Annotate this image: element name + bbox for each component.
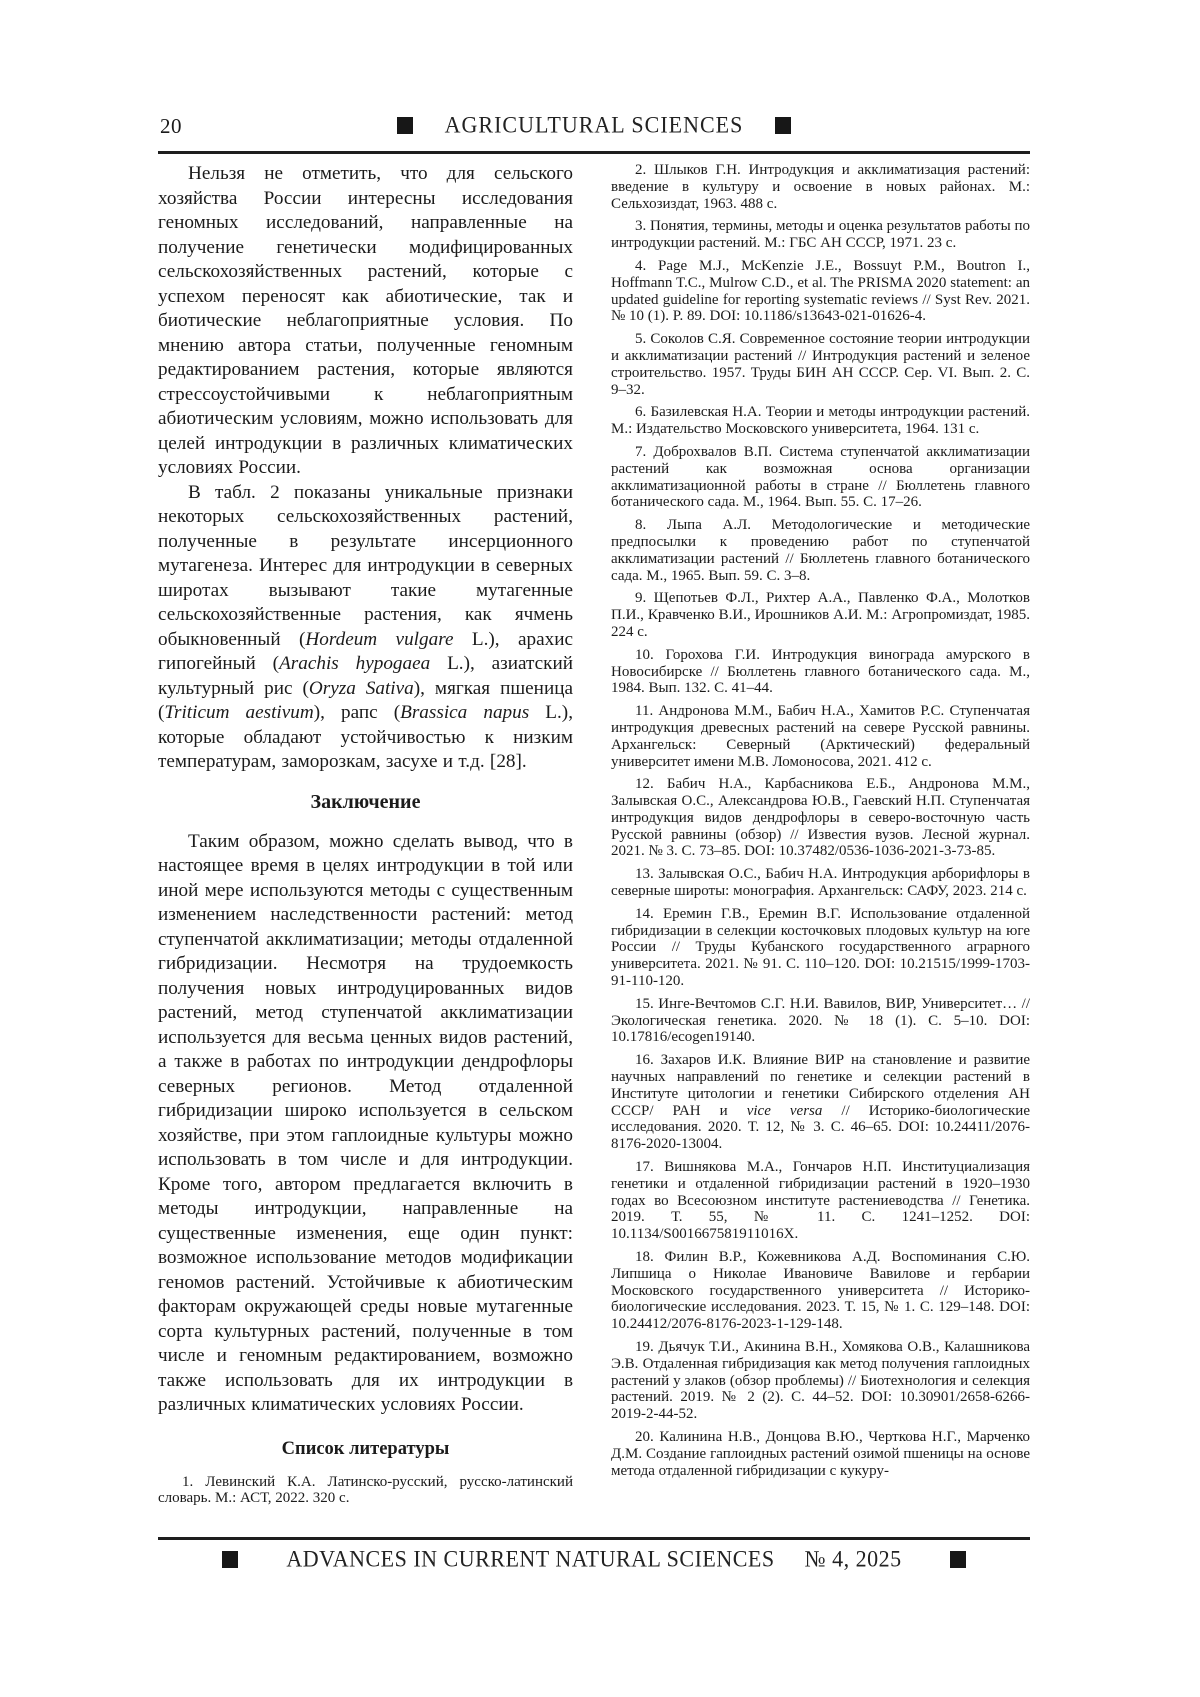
references-left <box>158 1474 573 1508</box>
body-paragraph: Таким образом, можно сделать вывод, что в настоящее время в целях интродукции в той или иной мере используются методы с существенным изменением наследственности растений: метод ступенчатой акклиматизации; методы отдаленной гибридизации. Несмотря на трудоемкость получения новых интродуцированных видов растений, метод ступенчатой акклиматизации используется для весьма ценных видов растений, а также в работах по интродукции дендрофлоры северных регионов. Метод отдаленной гибридизации широко используется в сельском хозяйстве, при этом гаплоидные культуры можно использовать в том числе и для интродукции. Кроме того, автором предлагается включить в методы интродукции, направленные на существенные изменения, еще один пункт: возможное использование методов модификации геномов растений. Устойчивые к абиотическим факторам окружающей среды новые мутагенные сорта культурных растений, полученные в том числе и геномным редактированием, возможно также использовать для их интродукции в различных климатических условиях России. <box>158 830 573 1415</box>
right-column <box>611 162 1030 1513</box>
reference-item: 15. Инге-Вечтомов С.Г. Н.И. Вавилов, ВИР, Университет… // Экологическая генетика. 2020. № 18 (1). С. 5–10. DOI: 10.17816/ecogen19140. <box>611 995 1030 1046</box>
reference-item: 1. Левинский К.А. Латинско-русский, русско-латинский словарь. М.: АСТ, 2022. 320 с. <box>158 1473 573 1507</box>
reference-item: 20. Калинина Н.В., Донцова В.Ю., Черткова Н.Г., Марченко Д.М. Создание гаплоидных растений озимой пшеницы на основе метода отдаленной гибридизации с кукуру- <box>611 1428 1030 1479</box>
black-square-icon <box>397 117 413 134</box>
black-square-icon <box>950 1551 966 1568</box>
running-foot <box>158 1546 1030 1572</box>
black-square-icon <box>775 117 791 134</box>
header-rule <box>158 151 1030 154</box>
intro-paragraphs <box>158 162 573 775</box>
black-square-icon <box>222 1551 238 1568</box>
body-paragraph: В табл. 2 показаны уникальные признаки некоторых сельскохозяйственных растений, полученные в результате инсерционного мутагенеза. Интерес для интродукции в северных широтах вызывают такие мутагенные сельскохозяйственные растения, как ячмень обыкновенный (Hordeum vulgare L.), арахис гипогейный (Arachis hypogaea L.), азиатский культурный рис (Oryza Sativa), мягкая пшеница (Triticum aestivum), рапс (Brassica napus L.), которые обладают устойчивостью к низким температурам, заморозкам, засухе и т.д. [28]. <box>158 481 573 772</box>
references-heading: Список литературы <box>281 1438 450 1459</box>
reference-item: 17. Вишнякова М.А., Гончаров Н.П. Институциализация генетики и отдаленной гибридизации растений в 1920–1930 годах во Всесоюзном институте растениеводства // Генетика. 2019. Т. 55, № 11. С. 1241–1252. DOI: 10.1134/S001667581911016X. <box>611 1159 1030 1243</box>
reference-item: 4. Page M.J., McKenzie J.E., Bossuyt P.M., Boutron I., Hoffmann T.C., Mulrow C.D., et al. The PRISMA 2020 statement: an updated guideline for reporting systematic reviews // Syst Rev. 2021. № 10 (1). P. 89. DOI: 10.1186/s13643-021-01626-4. <box>611 257 1030 325</box>
conclusion-heading: Заключение <box>310 790 421 813</box>
issue-number: № 4, 2025 <box>804 1545 902 1572</box>
reference-item: 19. Дьячук Т.И., Акинина В.Н., Хомякова О.В., Калашникова Э.В. Отдаленная гибридизация как метод получения гаплоидных растений у злаков (обзор проблемы) // Биотехнология и селекция растений. 2019. № 2 (2). С. 44–52. DOI: 10.30901/2658-6266-2019-2-44-52. <box>611 1339 1030 1423</box>
running-head-center <box>158 112 1030 138</box>
reference-item: 13. Залывская О.С., Бабич Н.А. Интродукция арборифлоры в северные широты: монография. Архангельск: САФУ, 2023. 214 с. <box>611 866 1030 900</box>
reference-item: 7. Доброхвалов В.П. Система ступенчатой акклиматизации растений как возможная основа организации акклиматизационной работы в стране // Бюллетень главного ботанического сада. М., 1964. Вып. 55. С. 17–26. <box>611 443 1030 511</box>
reference-item: 11. Андронова М.М., Бабич Н.А., Хамитов Р.С. Ступенчатая интродукция древесных растений на севере Русской равнины. Архангельск: Северный (Арктический) федеральный университет имени М.В. Ломоносова, 2021. 412 с. <box>611 703 1030 770</box>
body-paragraph: Нельзя не отметить, что для сельского хозяйства России интересны исследования геномных исследований, направленные на получение генетически модифицированных сельскохозяйственных растений, которые с успехом переносят как абиотические, так и биотические неблагоприятные условия. По мнению автора статьи, полученные геномным редактированием растения, которые являются стрессоустойчивыми к неблагоприятным абиотическим условиям, можно использовать для целей интродукции в различных климатических условиях России. <box>158 163 573 478</box>
section-title: AGRICULTURAL SCIENCES <box>444 111 744 138</box>
reference-item: 18. Филин В.Р., Кожевникова А.Д. Воспоминания С.Ю. Липшица о Николае Ивановиче Вавилове и гербарии Московского государственного университета // Историко-биологические исследования. 2023. Т. 15, № 1. С. 129–148. DOI: 10.24412/2076-8176-2023-1-129-148. <box>611 1249 1030 1333</box>
reference-item: 12. Бабич Н.А., Карбасникова Е.Б., Андронова М.М., Залывская О.С., Александрова Ю.В., Гаевский Н.П. Ступенчатая интродукция видов дендрофлоры в северо-восточную часть Русской равнины (обзор) // Известия вузов. Лесной журнал. 2021. № 3. С. 73–85. DOI: 10.37482/0536-1036-2021-3-73-85. <box>611 776 1030 860</box>
references-right <box>611 162 1030 1479</box>
article-body <box>158 162 1030 1513</box>
running-head <box>158 112 1030 142</box>
footer-text <box>286 1545 901 1572</box>
reference-item: 5. Соколов С.Я. Современное состояние теории интродукции и акклиматизации растений // Интродукция растений и зеленое строительство. 1957. Труды БИН АН СССР. Сер. VI. Вып. 2. С. 9–32. <box>611 331 1030 398</box>
left-column <box>158 162 573 1513</box>
reference-item: 8. Лыпа А.Л. Методологические и методические предпосылки к проведению работ по ступенчатой акклиматизации растений // Бюллетень главного ботанического сада. М., 1965. Вып. 59. С. 3–8. <box>611 517 1030 584</box>
reference-item: 14. Еремин Г.В., Еремин В.Г. Использование отдаленной гибридизации в селекции косточковых плодовых культур на юге России // Труды Кубанского государственного аграрного университета. 2021. № 91. С. 110–120. DOI: 10.21515/1999-1703-91-110-120. <box>611 905 1030 990</box>
reference-item: 10. Горохова Г.И. Интродукция винограда амурского в Новосибирске // Бюллетень главного ботанического сада. М., 1984. Вып. 132. С. 41–44. <box>611 646 1030 697</box>
reference-item: 6. Базилевская Н.А. Теории и методы интродукции растений. М.: Издательство Московского университета, 1964. 131 с. <box>611 404 1030 438</box>
page-number: 20 <box>160 114 182 138</box>
reference-item: 3. Понятия, термины, методы и оценка результатов работы по интродукции растений. М.: ГБС АН СССР, 1971. 23 с. <box>611 218 1030 252</box>
reference-item: 9. Щепотьев Ф.Л., Рихтер А.А., Павленко Ф.А., Молотков П.И., Кравченко В.И., Ирошников А.И. М.: Агропромиздат, 1985. 224 с. <box>611 590 1030 640</box>
reference-item: 16. Захаров И.К. Влияние ВИР на становление и развитие научных направлений по генетике и селекции растений в Институте цитологии и генетики Сибирского отделения АН СССР/ РАН и vice versa // Историко-биологические исследования. 2020. Т. 12, № 3. С. 46–65. DOI: 10.24411/2076-8176-2020-13004. <box>611 1052 1030 1153</box>
journal-title: ADVANCES IN CURRENT NATURAL SCIENCES <box>286 1545 775 1572</box>
conclusion-paragraphs <box>158 830 573 1418</box>
reference-item: 2. Шлыков Г.Н. Интродукция и акклиматизация растений: введение в культуру и освоение в новых районах. М.: Сельхозиздат, 1963. 488 с. <box>611 162 1030 212</box>
footer-rule <box>158 1537 1030 1540</box>
